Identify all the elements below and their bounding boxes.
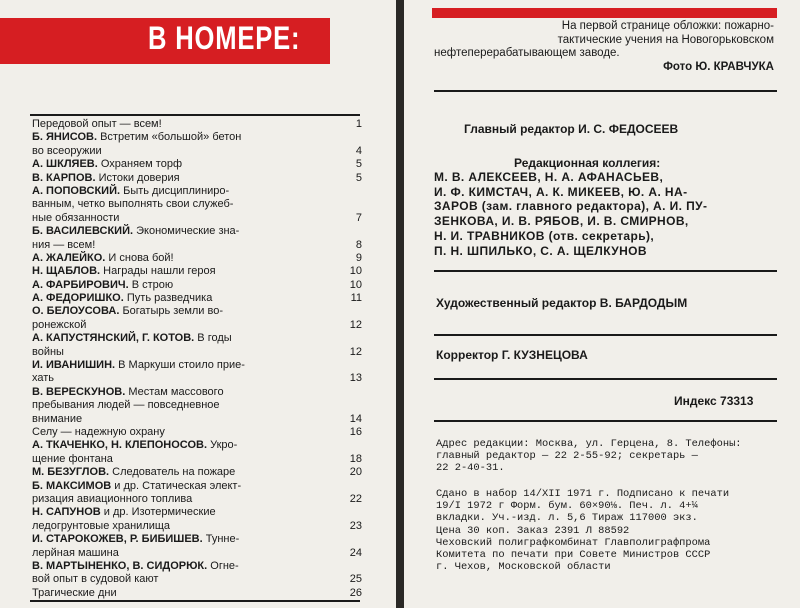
toc-page-number: 5 [355, 171, 362, 184]
toc-title: Встретим «большой» бетон [97, 131, 242, 144]
toc-entry [32, 346, 362, 359]
editorial-board-members [434, 170, 779, 258]
board-line: М. В. АЛЕКСЕЕВ, Н. А. АФАНАСЬЕВ, [434, 170, 664, 184]
toc-author: А. ФЕДОРИШКО. [32, 292, 124, 305]
toc-entry-text [32, 399, 220, 412]
toc-page-number: 7 [355, 211, 362, 224]
imprint-line: Чеховский полиграфкомбинат Главполиграфпрома [436, 536, 711, 549]
toc-title: Быть дисциплиниро- [120, 184, 230, 197]
toc-title: Награды нашли героя [100, 265, 216, 278]
toc-page-number: 23 [349, 519, 362, 532]
toc-entry [32, 573, 362, 586]
toc-author: А. ФАРБИРОВИЧ. [32, 278, 129, 291]
toc-title: ния — всем! [32, 238, 96, 251]
divider-4 [434, 378, 777, 380]
subscription-index: Индекс 73313 [674, 394, 754, 408]
toc-entry-text [32, 547, 119, 560]
toc-title: Трагические дни [32, 586, 117, 599]
toc-entry [32, 493, 362, 506]
toc-title: Экономические зна- [133, 225, 240, 238]
toc-entry [32, 145, 362, 158]
toc-title: внимание [32, 412, 83, 425]
toc-author: Б. ЯНИСОВ. [32, 131, 98, 144]
toc-page-number: 13 [349, 372, 362, 385]
toc-title: Передовой опыт — всем! [32, 118, 162, 130]
board-line: Н. И. ТРАВНИКОВ (отв. секретарь), [434, 228, 655, 243]
cover-note [434, 20, 774, 74]
toc-entry [32, 279, 362, 292]
toc-page-number: 4 [355, 144, 362, 157]
toc-entry [32, 239, 362, 252]
address-line: 22 2-40-31. [436, 462, 505, 475]
toc-bottom-rule [30, 600, 360, 602]
toc-entry [32, 466, 362, 479]
toc-page-number: 26 [349, 586, 362, 599]
toc-entry [32, 212, 362, 225]
toc-entry [32, 359, 362, 372]
table-of-contents [32, 118, 362, 600]
toc-entry [32, 560, 362, 573]
toc-entry-text [32, 145, 102, 158]
toc-entry-text [32, 212, 119, 225]
toc-entry-text [32, 533, 239, 546]
toc-entry [32, 118, 362, 131]
toc-entry-text [32, 573, 158, 586]
toc-entry-text [32, 305, 223, 318]
toc-author: Н. ЩАБЛОВ. [32, 265, 101, 278]
chief-editor: Главный редактор И. С. ФЕДОСЕЕВ [464, 122, 679, 136]
toc-title: В годы [194, 332, 232, 345]
toc-page-number: 12 [349, 318, 362, 331]
right-page [404, 0, 800, 608]
imprint-line: Цена 30 коп. Заказ 2391 Л 88592 [436, 524, 630, 537]
divider-3 [434, 334, 777, 336]
toc-entry [32, 158, 362, 171]
toc-title: ронежской [32, 318, 87, 331]
toc-entry-text [32, 332, 232, 345]
toc-entry-text [32, 225, 239, 238]
toc-author: А. ЖАЛЕЙКО. [32, 251, 106, 264]
toc-author: И. СТАРОКОЖЕВ, Р. БИБИШЕВ. [32, 533, 203, 546]
toc-entry [32, 372, 362, 385]
imprint-line: Сдано в набор 14/XII 1971 г. Подписано к печати [436, 488, 730, 500]
toc-entry-text [32, 198, 233, 211]
toc-page-number: 10 [349, 278, 362, 291]
toc-title: ризация авиационного топлива [32, 492, 193, 505]
photo-credit: Фото Ю. КРАВЧУКА [663, 60, 774, 73]
toc-page-number: 8 [355, 238, 362, 251]
toc-author: А. ШКЛЯЕВ. [32, 158, 98, 171]
toc-author: В. КАРПОВ. [32, 171, 96, 184]
board-line: ЗАРОВ (зам. главного редактора), А. И. ПУ- [434, 199, 708, 214]
toc-entry [32, 426, 362, 439]
toc-entry-text [32, 346, 64, 359]
toc-title: вой опыт в судовой кают [32, 573, 159, 586]
toc-title: лерйная машина [32, 546, 119, 559]
toc-author: А. КАПУСТЯНСКИЙ, Г. КОТОВ. [32, 332, 195, 345]
toc-entry [32, 480, 362, 493]
toc-page-number: 24 [349, 546, 362, 559]
top-red-bar [432, 8, 777, 18]
toc-entry [32, 292, 362, 305]
cover-note-line-1: На первой странице обложки: пожарно- [561, 20, 774, 32]
toc-entry-text [32, 265, 216, 278]
toc-entry-text [32, 172, 180, 185]
toc-top-rule [30, 114, 360, 116]
corrector: Корректор Г. КУЗНЕЦОВА [436, 348, 588, 362]
cover-note-line-2: тактические учения на Новогорьковском [557, 33, 774, 46]
toc-entry [32, 533, 362, 546]
toc-title: Богатырь земли во- [119, 305, 223, 318]
toc-title: Укро- [207, 439, 238, 452]
toc-entry [32, 172, 362, 185]
toc-title: Путь разведчика [123, 292, 213, 305]
toc-author: В. ВЕРЕСКУНОВ. [32, 385, 126, 398]
toc-entry [32, 547, 362, 560]
toc-entry-text [32, 453, 113, 466]
board-line: И. Ф. КИМСТАЧ, А. К. МИКЕЕВ, Ю. А. НА- [434, 184, 688, 199]
toc-entry-text [32, 372, 54, 385]
toc-entry-text [32, 292, 212, 305]
toc-entry [32, 520, 362, 533]
imprint-line: г. Чехов, Московской области [436, 561, 611, 574]
toc-author: А. ПОПОВСКИЙ. [32, 184, 121, 197]
toc-entry-text [32, 319, 86, 332]
toc-entry [32, 439, 362, 452]
left-page [0, 0, 396, 608]
toc-title: В строю [128, 278, 174, 291]
toc-entry [32, 587, 362, 600]
toc-author: Б. МАКСИМОВ [32, 479, 112, 492]
toc-author: В. МАРТЫНЕНКО, В. СИДОРЮК. [32, 559, 208, 572]
editorial-board-title: Редакционная коллегия: [514, 156, 661, 170]
toc-title: во всеоружии [32, 144, 102, 157]
toc-title: В Маркуши стоило прие- [115, 359, 245, 372]
art-editor: Художественный редактор В. БАРДОДЫМ [436, 296, 688, 310]
toc-title: И снова бой! [105, 251, 174, 264]
toc-entry [32, 305, 362, 318]
toc-entry-text [32, 413, 82, 426]
toc-page-number: 14 [349, 412, 362, 425]
editorial-address [436, 438, 781, 475]
toc-page-number: 12 [349, 345, 362, 358]
toc-entry-text [32, 386, 224, 399]
toc-entry [32, 399, 362, 412]
toc-entry-text [32, 185, 229, 198]
toc-page-number: 11 [350, 292, 362, 305]
divider-5 [434, 420, 777, 422]
toc-entry-text [32, 158, 182, 171]
imprint-line: вкладки. Уч.-изд. л. 5,6 Тираж 117000 экз. [436, 512, 698, 525]
toc-entry [32, 198, 362, 211]
toc-entry [32, 506, 362, 519]
toc-entry-text [32, 560, 239, 573]
toc-page-number: 25 [349, 573, 362, 586]
toc-page-number: 5 [355, 158, 362, 171]
toc-entry [32, 185, 362, 198]
toc-entry-text [32, 118, 162, 131]
toc-entry-text [32, 439, 237, 452]
toc-entry-text [32, 587, 117, 600]
toc-title: Истоки доверия [95, 171, 180, 184]
toc-title: Огне- [207, 559, 239, 572]
toc-entry [32, 332, 362, 345]
toc-entry-text [32, 239, 95, 252]
toc-entry [32, 265, 362, 278]
page-gutter [396, 0, 404, 608]
cover-note-line-3: нефтеперерабатывающем заводе. [434, 47, 620, 59]
toc-page-number: 22 [349, 492, 362, 505]
toc-title: войны [32, 345, 64, 358]
divider-1 [434, 90, 777, 92]
toc-entry [32, 386, 362, 399]
board-line: П. Н. ШПИЛЬКО, С. А. ЩЕЛКУНОВ [434, 243, 647, 258]
toc-title: и др. Статическая элект- [111, 479, 242, 492]
toc-title: ванным, четко выполнять свои служеб- [32, 198, 234, 211]
toc-author: А. ТКАЧЕНКО, Н. КЛЕПОНОСОВ. [32, 439, 208, 452]
toc-entry-text [32, 493, 192, 506]
toc-entry-text [32, 426, 165, 439]
toc-entry [32, 413, 362, 426]
toc-author: М. БЕЗУГЛОВ. [32, 466, 110, 479]
divider-2 [434, 270, 777, 272]
contents-heading: В НОМЕРЕ: [148, 20, 301, 56]
toc-page-number: 20 [349, 466, 362, 479]
toc-title: пребывания людей — повседневное [32, 399, 220, 412]
toc-title: Тунне- [202, 533, 240, 546]
toc-author: Н. САПУНОВ [32, 506, 101, 519]
toc-entry-text [32, 252, 174, 265]
toc-entry [32, 131, 362, 144]
toc-title: Местам массового [125, 385, 224, 398]
toc-entry [32, 252, 362, 265]
toc-page-number: 1 [355, 118, 362, 130]
toc-page-number: 9 [355, 251, 362, 264]
toc-entry [32, 453, 362, 466]
toc-entry-text [32, 131, 241, 144]
toc-title: хать [32, 372, 55, 385]
toc-title: ледогрунтовые хранилища [32, 519, 171, 532]
toc-title: и др. Изотермические [100, 506, 216, 519]
toc-entry [32, 319, 362, 332]
toc-entry-text [32, 506, 216, 519]
toc-entry-text [32, 480, 241, 493]
toc-author: И. ИВАНИШИН. [32, 359, 116, 372]
imprint-line: 19/I 1972 г Форм. бум. 60×90⅛. Печ. л. 4+¼ [436, 500, 698, 513]
toc-title: Селу — надежную охрану [32, 425, 165, 438]
toc-page-number: 10 [349, 265, 362, 278]
toc-title: Охраняем торф [97, 158, 182, 171]
toc-entry-text [32, 359, 245, 372]
toc-entry-text [32, 520, 170, 533]
toc-title: щение фонтана [32, 452, 113, 465]
toc-entry [32, 225, 362, 238]
imprint-line: Комитета по печати при Совете Министров СССР [436, 549, 711, 562]
toc-title: ные обязанности [32, 211, 120, 224]
board-line: ЗЕНКОВА, И. В. РЯБОВ, И. В. СМИРНОВ, [434, 214, 689, 229]
address-line: главный редактор — 22 2-55-92; секретарь — [436, 450, 698, 463]
toc-author: Б. ВАСИЛЕВСКИЙ. [32, 225, 134, 238]
toc-entry-text [32, 466, 235, 479]
toc-entry-text [32, 279, 173, 292]
toc-author: О. БЕЛОУСОВА. [32, 305, 120, 318]
toc-title: Следователь на пожаре [109, 466, 236, 479]
address-line: Адрес редакции: Москва, ул. Герцена, 8. Телефоны: [436, 438, 742, 450]
toc-page-number: 16 [349, 425, 362, 438]
print-imprint [436, 488, 781, 573]
toc-page-number: 18 [349, 452, 362, 465]
